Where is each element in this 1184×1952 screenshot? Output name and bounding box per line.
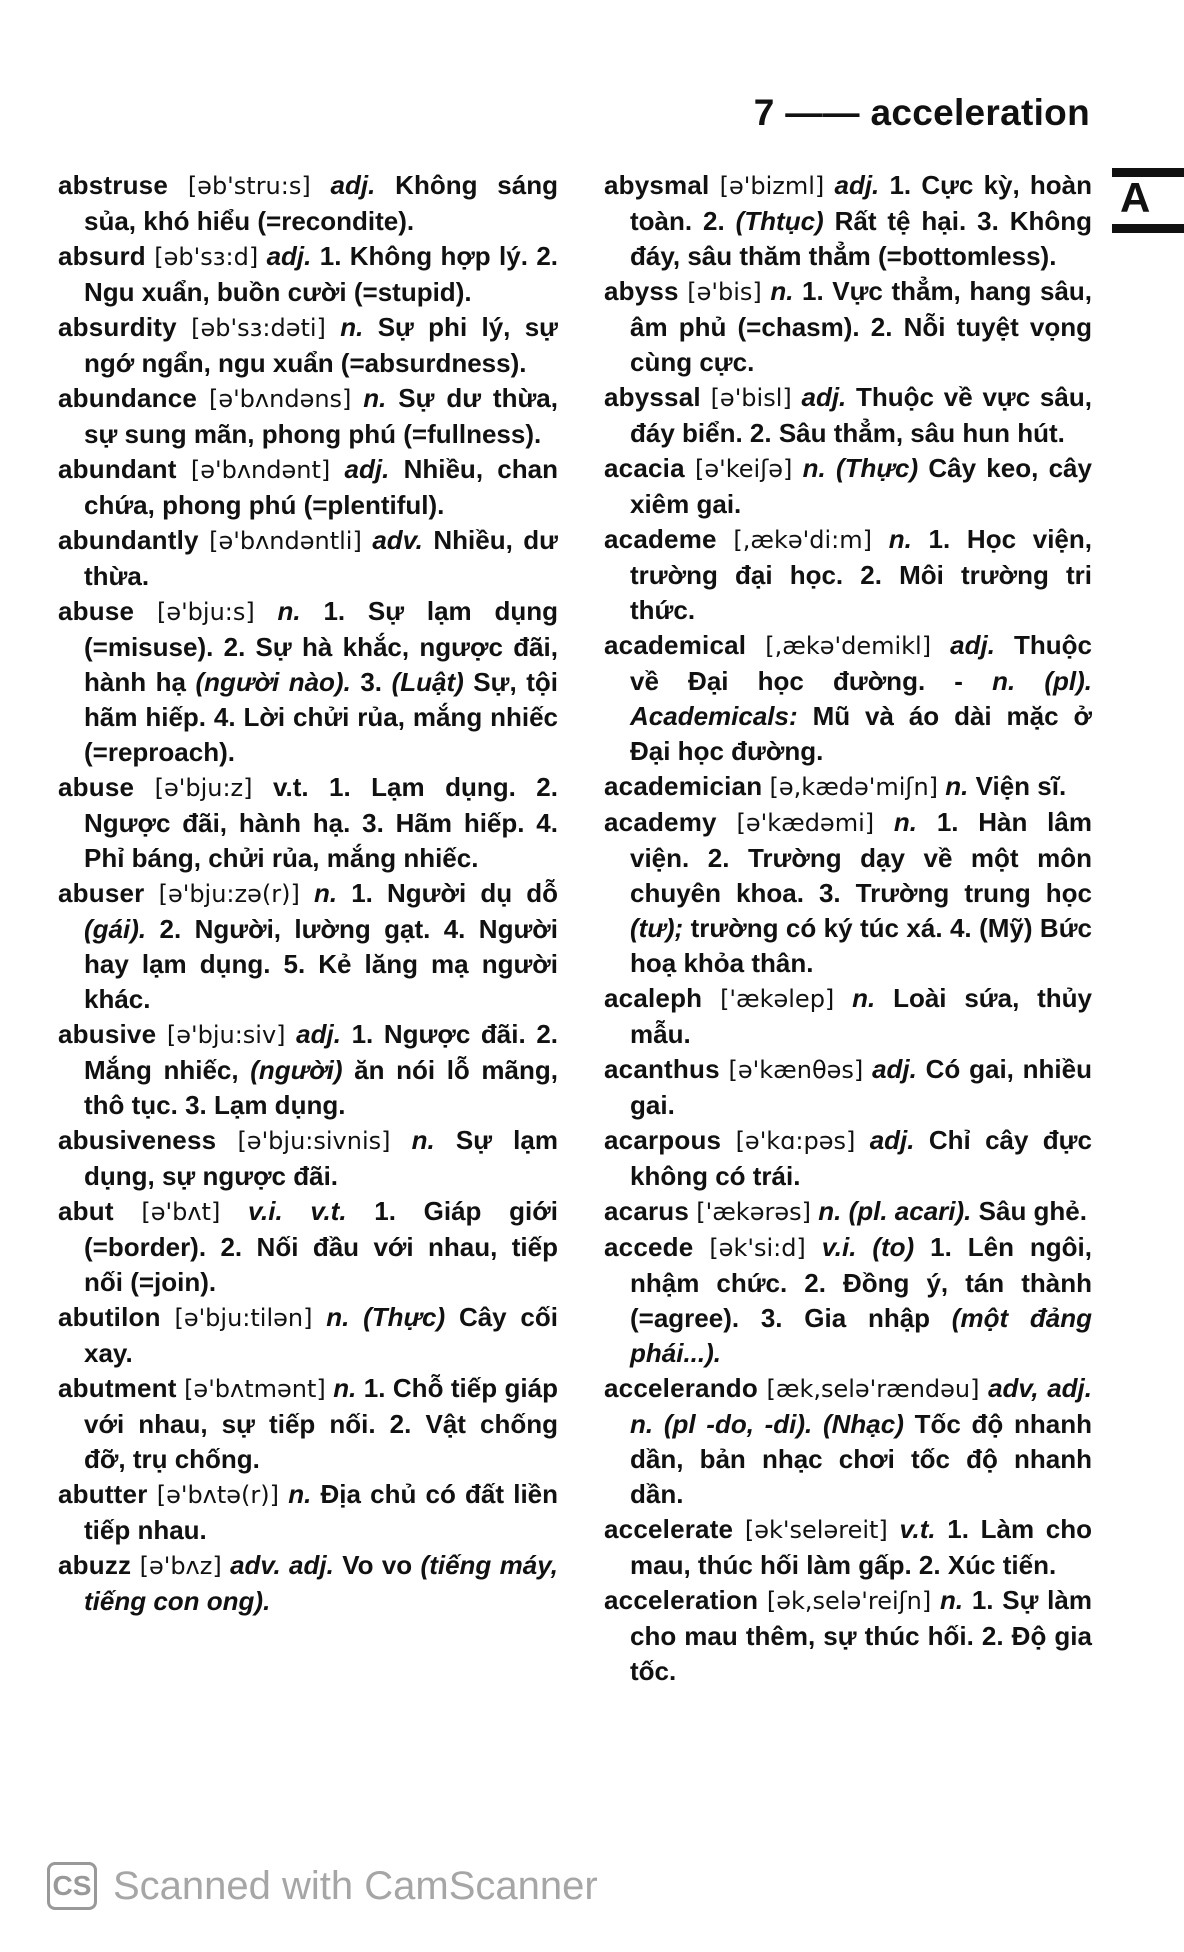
definition-text: 3. <box>360 667 383 697</box>
label-text: (Thtục) <box>735 206 824 236</box>
dictionary-entry <box>58 1194 558 1300</box>
label-text: adj. <box>869 1125 915 1155</box>
dictionary-entry <box>58 876 558 1017</box>
headword: abuzz <box>58 1550 132 1580</box>
tab-letter: A <box>1120 174 1151 221</box>
headword: abundant <box>58 454 177 484</box>
label-text: n. <box>802 453 826 483</box>
label-text: adj. <box>330 170 376 200</box>
dictionary-entry <box>604 1371 1092 1512</box>
label-text: (Thực) <box>836 453 919 483</box>
headword: abundantly <box>58 525 199 555</box>
definition-text: Mũ và áo dài mặc ở Đại học đường. <box>630 701 1092 766</box>
guide-word: acceleration <box>870 92 1090 133</box>
definition-text: Rất tệ hại. 3. Không đáy, sâu thăm thẳm (=bottomless). <box>630 206 1092 271</box>
pronunciation: [,ækə'di:m] <box>733 526 872 554</box>
label-text: (Thực) <box>363 1302 446 1332</box>
definition-text: 1. Người dụ dỗ <box>351 878 558 908</box>
label-text: n. <box>888 524 912 554</box>
pronunciation: [ə'bʌtmənt] <box>184 1375 326 1403</box>
label-text: (một đảng phái...). <box>630 1303 1092 1368</box>
headword: academy <box>604 807 717 837</box>
label-text: adj. <box>950 630 995 660</box>
label-text: adj. <box>266 241 312 271</box>
pronunciation: [ə'bju:sivnis] <box>237 1127 391 1155</box>
pronunciation: [ək'si:d] <box>709 1234 806 1262</box>
running-header <box>754 92 1090 134</box>
definition-text: 1. Chỗ tiếp giáp với nhau, sự tiếp nối. 2. Vật chống đỡ, trụ chống. <box>84 1373 558 1474</box>
label-text: adj. <box>344 454 390 484</box>
definition-text: Sự dư thừa, sự sung mãn, phong phú (=fullness). <box>84 383 558 449</box>
definition-text: 1. Vực thẳm, hang sâu, âm phủ (=chasm). 2. Nỗi tuyệt vọng cùng cực. <box>630 276 1093 377</box>
dictionary-entry <box>604 805 1092 981</box>
pronunciation: [ə'bju:zə(r)] <box>158 880 300 908</box>
label-text: (gái). <box>84 914 147 944</box>
watermark-text: Scanned with CamScanner <box>113 1863 598 1908</box>
headword: abutilon <box>58 1302 161 1332</box>
definition-text: Sự, tội hãm hiếp. 4. Lời chửi rủa, mắng nhiếc (=reproach). <box>84 667 558 767</box>
label-text: (Luật) <box>391 667 464 697</box>
pronunciation: [ə'bʌtə(r)] <box>156 1481 280 1509</box>
pronunciation: [ə'bizml] <box>719 172 825 200</box>
definition-text: 1. Không hợp lý. 2. Ngu xuẩn, buồn cười (=stupid). <box>84 241 558 307</box>
dictionary-entry <box>58 1477 558 1548</box>
dictionary-entry <box>604 1583 1092 1689</box>
headword: acanthus <box>604 1054 720 1084</box>
definition-text: Sâu ghẻ. <box>978 1196 1087 1226</box>
label-text: adj. <box>296 1019 341 1049</box>
dictionary-entry <box>58 239 558 310</box>
definition-text: Sự phi lý, sự ngớ ngẩn, ngu xuẩn (=absurdness). <box>84 312 558 378</box>
definition-text: v.t. 1. Lạm dụng. 2. Ngược đãi, hành hạ. 3. Hãm hiếp. 4. Phỉ báng, chửi rủa, mắng nhiếc. <box>84 772 558 873</box>
headword: absurdity <box>58 312 177 342</box>
dictionary-entry <box>58 1017 558 1123</box>
definition-text: Nhiều, chan chứa, phong phú (=plentiful). <box>84 454 558 520</box>
pronunciation: [əb'sɜ:d] <box>154 243 259 271</box>
headword: abstruse <box>58 170 168 200</box>
headword: acarpous <box>604 1125 722 1155</box>
right-column <box>604 168 1092 1689</box>
definition-text: Không sáng sủa, khó hiểu (=recondite). <box>84 170 558 236</box>
headword: academe <box>604 524 717 554</box>
definition-text: Thuộc về vực sâu, đáy biển. 2. Sâu thẳm, sâu hun hút. <box>630 382 1092 448</box>
pronunciation: [ə'bju:siv] <box>166 1021 286 1049</box>
label-text: adj. <box>834 170 880 200</box>
dictionary-entry <box>58 1123 558 1194</box>
dictionary-entry <box>58 1548 558 1619</box>
dictionary-entry <box>604 1052 1092 1123</box>
header-dash: —— <box>785 92 860 133</box>
pronunciation: [ə'bʌz] <box>139 1552 222 1580</box>
definition-text: Cây keo, cây xiêm gai. <box>630 453 1092 519</box>
label-text: n. <box>313 878 338 908</box>
headword: abut <box>58 1196 114 1226</box>
definition-text: 1. Ngược đãi. 2. Mắng nhiếc, <box>84 1019 558 1085</box>
dictionary-entry <box>58 770 558 876</box>
label-text: adj. <box>872 1054 917 1084</box>
dictionary-entry <box>58 1371 558 1477</box>
dictionary-entry <box>58 452 558 523</box>
dictionary-entry <box>604 769 1092 805</box>
label-text: n. <box>893 807 918 837</box>
camscanner-watermark <box>47 1862 598 1910</box>
headword: academical <box>604 630 747 660</box>
headword: acceleration <box>604 1585 759 1615</box>
label-text: v.i. v.t. <box>248 1196 347 1226</box>
headword: abuse <box>58 772 135 802</box>
label-text: n. <box>340 312 364 342</box>
headword: acaleph <box>604 983 703 1013</box>
label-text: adv. <box>372 525 423 555</box>
pronunciation: [ə'bju:tilən] <box>174 1304 313 1332</box>
label-text: v.i. (to) <box>821 1232 915 1262</box>
headword: abusiveness <box>58 1125 217 1155</box>
definition-text: Thuộc về Đại học đường. - <box>630 630 1092 696</box>
dictionary-entry <box>58 523 558 594</box>
pronunciation: [ə'bʌndənt] <box>190 456 331 484</box>
headword: abutment <box>58 1373 177 1403</box>
definition-text: 1. Làm cho mau, thúc hối làm gấp. 2. Xúc tiến. <box>630 1514 1092 1580</box>
headword: acarus <box>604 1196 690 1226</box>
label-text: n. <box>945 771 969 801</box>
pronunciation: [ə'bʌndəns] <box>208 385 352 413</box>
label-text: n. <box>288 1479 312 1509</box>
headword: academician <box>604 771 763 801</box>
label-text: Academicals: <box>630 701 798 731</box>
definition-text: Tốc độ nhanh dần, bản nhạc chơi tốc độ nhanh dần. <box>630 1409 1092 1509</box>
headword: absurd <box>58 241 146 271</box>
pronunciation: [ə'bju:z] <box>154 774 253 802</box>
pronunciation: [ə'bʌndəntli] <box>209 527 362 555</box>
pronunciation: ['ækəlep] <box>720 985 835 1013</box>
definition-text: Loài sứa, thủy mẫu. <box>630 983 1092 1049</box>
pronunciation: [ə'kædəmi] <box>736 809 875 837</box>
label-text: n. <box>411 1125 435 1155</box>
label-text: (tư); <box>630 913 684 943</box>
headword: accelerando <box>604 1373 758 1403</box>
headword: abusive <box>58 1019 157 1049</box>
tab-bar-bottom <box>1112 224 1184 233</box>
definition-text: Nhiều, dư thừa. <box>84 525 558 591</box>
dictionary-entry <box>58 594 558 770</box>
definition-text: trường có ký túc xá. 4. (Mỹ) Bức hoạ khỏa thân. <box>630 913 1092 978</box>
label-text: adv. adj. <box>230 1550 334 1580</box>
label-text: (pl. <box>848 1196 888 1226</box>
dictionary-entry <box>604 380 1092 451</box>
dictionary-entry <box>604 1123 1092 1194</box>
definition-text: Chỉ cây đực không có trái. <box>630 1125 1092 1191</box>
headword: accede <box>604 1232 694 1262</box>
label-text: n. <box>818 1196 842 1226</box>
headword: abuser <box>58 878 145 908</box>
dictionary-entry <box>604 981 1092 1052</box>
dictionary-entry <box>604 168 1092 274</box>
dictionary-entry <box>58 381 558 452</box>
headword: abutter <box>58 1479 148 1509</box>
pronunciation: ['ækərəs] <box>696 1198 811 1226</box>
label-text: adv, adj. n. (pl -do, -di). (Nhạc) <box>630 1373 1092 1439</box>
label-text: (người) <box>250 1055 343 1085</box>
dictionary-entry <box>604 1230 1092 1371</box>
definition-text: 1. Hàn lâm viện. 2. Trường dạy về một môn chuyên khoa. 3. Trường trung học <box>630 807 1092 908</box>
camscanner-logo <box>47 1862 97 1910</box>
logo-text: CS <box>52 1870 92 1901</box>
definition-text: Vo vo <box>342 1550 413 1580</box>
pronunciation: [ə'bis] <box>687 278 762 306</box>
pronunciation: [əb'stru:s] <box>187 172 311 200</box>
pronunciation: [ək'seləreit] <box>744 1516 888 1544</box>
headword: abysmal <box>604 170 710 200</box>
dictionary-entry <box>604 274 1092 380</box>
definition-text: Có gai, nhiều gai. <box>630 1054 1092 1120</box>
dictionary-entry <box>58 310 558 381</box>
headword: accelerate <box>604 1514 734 1544</box>
dictionary-entry <box>604 522 1092 628</box>
dictionary-entry <box>58 1300 558 1371</box>
dictionary-entry <box>58 168 558 239</box>
pronunciation: [ə'kænθəs] <box>728 1056 864 1084</box>
label-text: n. <box>363 383 387 413</box>
label-text: (người nào). <box>195 667 351 697</box>
definition-text: 1. Sự làm cho mau thêm, sự thúc hối. 2. Độ gia tốc. <box>630 1585 1092 1686</box>
dictionary-entry <box>604 1194 1092 1230</box>
label-text: n. <box>852 983 876 1013</box>
label-text: acari). <box>894 1196 972 1226</box>
definition-text: 1. Học viện, trường đại học. 2. Môi trường tri thức. <box>630 524 1092 625</box>
pronunciation: [ə'bju:s] <box>156 598 255 626</box>
headword: abyss <box>604 276 679 306</box>
label-text: (tiếng máy, tiếng con ong). <box>84 1550 558 1616</box>
label-text: n. <box>277 596 301 626</box>
label-text: n. <box>326 1302 350 1332</box>
pronunciation: [ə,kædə'miʃn] <box>769 773 939 801</box>
definition-text: Sự lạm dụng, sự ngược đãi. <box>84 1125 558 1191</box>
pronunciation: [ək,selə'reiʃn] <box>766 1587 932 1615</box>
pronunciation: [ə'bʌt] <box>141 1198 221 1226</box>
page-number: 7 <box>753 92 775 133</box>
dictionary-entry <box>604 628 1092 769</box>
pronunciation: [,ækə'demikl] <box>765 632 932 660</box>
pronunciation: [ə'keiʃə] <box>694 455 793 483</box>
pronunciation: [ə'bisl] <box>710 384 792 412</box>
left-column <box>58 168 558 1619</box>
headword: abundance <box>58 383 198 413</box>
label-text: n. <box>940 1585 964 1615</box>
definition-text: Viện sĩ. <box>975 771 1067 801</box>
definition-text: 2. Người, lường gạt. 4. Người hay lạm dụng. 5. Kẻ lăng mạ người khác. <box>84 914 558 1014</box>
dictionary-entry <box>604 1512 1092 1583</box>
pronunciation: [əb'sɜ:dəti] <box>191 314 326 342</box>
label-text: n. <box>770 276 794 306</box>
definition-text: Cây cối xay. <box>84 1302 558 1368</box>
definition-text: Địa chủ có đất liền tiếp nhau. <box>84 1479 559 1545</box>
dictionary-entry <box>604 451 1092 522</box>
thumb-index-tab <box>1112 168 1184 232</box>
definition-text: 1. Giáp giới (=border). 2. Nối đầu với nhau, tiếp nối (=join). <box>84 1196 558 1297</box>
definition-text: 1. Cực kỳ, hoàn toàn. 2. <box>630 170 1092 236</box>
headword: abyssal <box>604 382 701 412</box>
label-text: adj. <box>801 382 847 412</box>
headword: acacia <box>604 453 685 483</box>
definition-text: ăn nói lỗ mãng, thô tục. 3. Lạm dụng. <box>84 1055 558 1120</box>
pronunciation: [æk,selə'rændəu] <box>766 1375 980 1403</box>
headword: abuse <box>58 596 135 626</box>
definition-text: 1. Lên ngôi, nhậm chức. 2. Đồng ý, tán thành (=agree). 3. Gia nhập <box>630 1232 1092 1333</box>
pronunciation: [ə'kɑ:pəs] <box>735 1127 856 1155</box>
label-text: v.t. <box>899 1514 936 1544</box>
definition-text: 1. Sự lạm dụng (=misuse). 2. Sự hà khắc, ngược đãi, hành hạ <box>84 596 558 697</box>
label-text: n. (pl). <box>992 666 1092 696</box>
label-text: n. <box>333 1373 357 1403</box>
